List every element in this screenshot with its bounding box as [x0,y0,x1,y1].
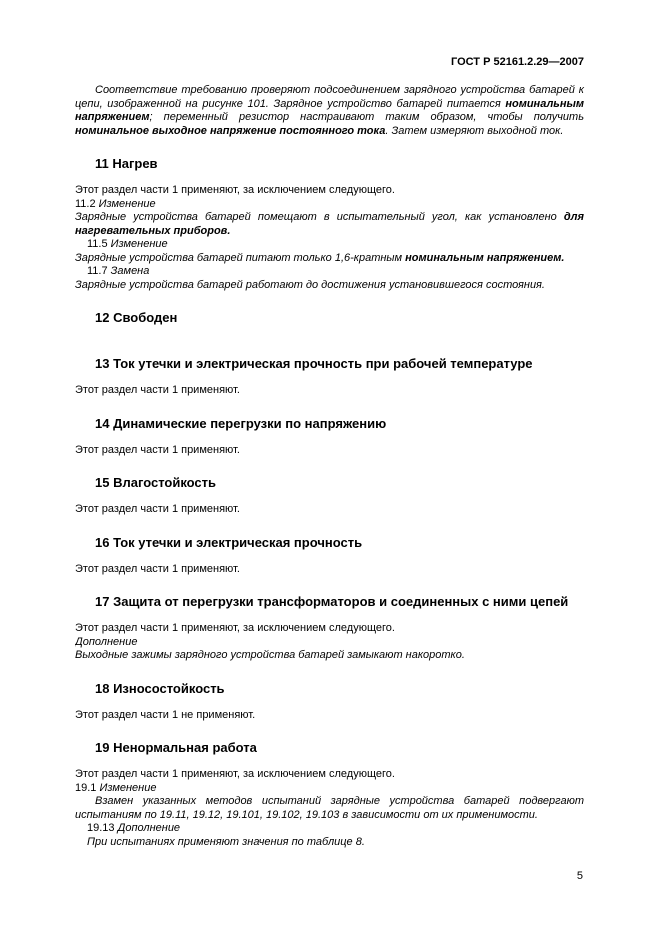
paragraph: Этот раздел части 1 применяют. [75,443,240,456]
section-16-title: 16 Ток утечки и электрическая прочность [95,534,363,550]
intro-paragraph: Соответствие требованию проверяют подсоединением зарядного устройства батарей к цепи, изображенной на рисунке 101. Зарядное устройство батарей питается номинальным напряжением; переменный резистор настраивают таким образом, чтобы получить номинальное выходное напряжение постоянного тока. Затем измеряют выходной ток. [75,84,584,137]
paragraph: Взамен указанных методов испытаний зарядные устройства батарей подвергают испытаниям по 19.11, 19.12, 19.101, 19.102, 19.103 в зависимости от их применимости. [75,795,584,821]
clause-label: 11.5 Изменение [87,238,168,250]
section-13-title: 13 Ток утечки и электрическая прочность при рабочей температуре [95,356,533,371]
paragraph: Этот раздел части 1 применяют. [75,384,240,396]
clause-label: Дополнение [75,635,138,648]
section-16 [75,517,584,577]
clause-label: 11.2 Изменение [75,197,156,210]
section-15-title: 15 Влагостойкость [95,475,217,490]
section-12 [75,292,584,338]
clause-label: 19.1 Изменение [75,781,157,794]
section-17 [75,576,584,663]
section-19 [75,722,584,849]
paragraph: При испытаниях применяют значения по таблице 8. [87,835,365,848]
section-14-title: 14 Динамические перегрузки по напряжению [95,415,387,431]
paragraph: Зарядные устройства батарей работают до достижения установившегося состояния. [75,278,545,291]
clause-label: 19.13 Дополнение [87,822,181,834]
page-number: 5 [576,870,583,882]
paragraph: Этот раздел части 1 не применяют. [75,708,256,721]
paragraph: Зарядные устройства батарей помещают в испытательный угол, как установлено для нагревательных приборов. [75,211,584,237]
section-13 [75,338,584,398]
doc-number: ГОСТ Р 52161.2.29—2007 [450,56,584,68]
section-17-title: 17 Защита от перегрузки трансформаторов и соединенных с ними цепей [95,594,569,609]
paragraph: Этот раздел части 1 применяют. [75,562,240,575]
clause-label: 11.7 Замена [87,265,150,277]
paragraph: Этот раздел части 1 применяют, за исключением следующего. [75,184,395,196]
paragraph: Этот раздел части 1 применяют. [75,503,240,515]
section-14 [75,398,584,458]
paragraph: Выходные зажимы зарядного устройства батарей замыкают накоротко. [75,649,465,661]
paragraph: Этот раздел части 1 применяют, за исключением следующего. [75,768,395,780]
section-11 [75,138,584,292]
paragraph: Зарядные устройства батарей питают только 1,6-кратным номинальным напряжением. [75,251,565,264]
section-19-title: 19 Ненормальная работа [95,740,257,755]
section-18-title: 18 Износостойкость [95,680,225,696]
paragraph: Этот раздел части 1 применяют, за исключением следующего. [75,622,395,634]
section-11-title: 11 Нагрев [95,156,158,171]
section-15 [75,457,584,517]
section-18 [75,663,584,723]
section-12-title: 12 Свободен [95,310,178,325]
